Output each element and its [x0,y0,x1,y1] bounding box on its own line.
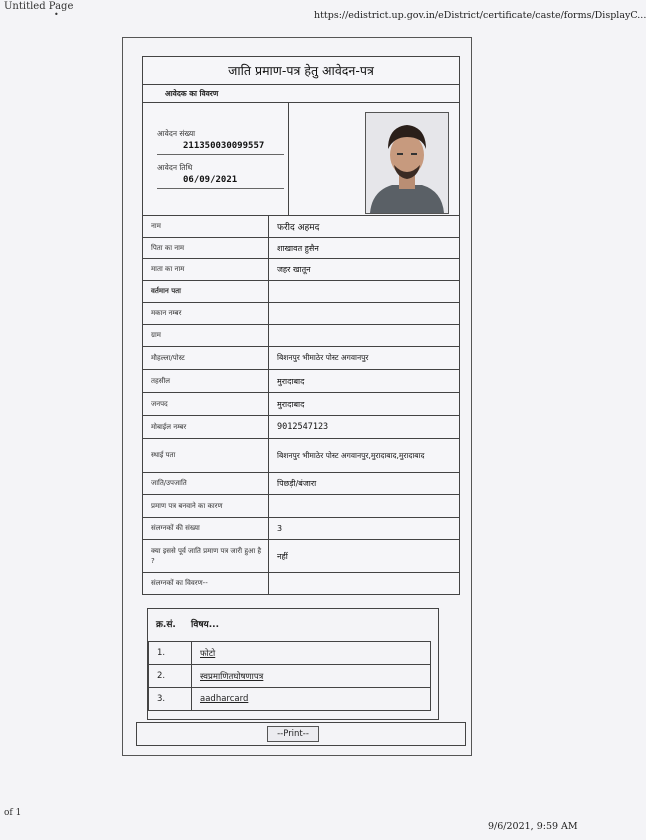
application-date-label: आवेदन तिथि [157,163,193,172]
attachment-number: 3. [149,688,192,710]
divider [157,188,284,189]
attachment-row [148,688,431,711]
field-value: फरीद अहमद [277,223,320,233]
attachment-row [148,641,431,665]
form-title: जाति प्रमाण-पत्र हेतु आवेदन-पत्र [143,57,459,85]
application-number: 211350030099557 [183,141,265,151]
divider [157,154,284,155]
field-row [143,347,459,370]
print-timestamp: 9/6/2021, 9:59 AM [488,821,578,832]
application-summary [143,103,459,216]
field-label: मकान नम्बर [143,303,269,324]
field-value: जहर खातून [277,265,311,274]
browser-page-title: Untitled Page [4,1,74,12]
page-count: of 1 [4,808,22,818]
field-row [143,238,459,259]
field-label: संलग्नकों का विवरण-- [143,573,269,594]
field-value: बिशनपुर भीमाठेर पोस्ट अगवानपुर [277,353,369,362]
field-label: प्रमाण पत्र बनवाने का कारण [143,495,269,517]
application-form [142,56,460,595]
header-mark: • [54,10,59,19]
field-value [269,303,459,324]
applicant-photo [365,112,449,214]
field-value [269,325,459,346]
field-row [143,439,459,473]
field-value: नहीं [277,551,288,561]
application-meta [143,103,289,215]
print-bar [136,722,466,746]
field-value: मुरादाबाद [277,376,305,386]
attachment-link[interactable]: फोटो [200,648,216,659]
field-label: मोबाईल नम्बर [143,416,269,438]
application-date: 06/09/2021 [183,175,238,185]
field-row [143,303,459,325]
field-label: माता का नाम [143,259,269,280]
field-row [143,393,459,416]
section-applicant-details: आवेदक का विवरण [143,85,459,103]
field-value [269,573,459,594]
field-label: ग्राम [143,325,269,346]
attachments-table [147,608,439,720]
field-value: मुरादाबाद [277,399,305,409]
field-row [143,473,459,495]
attachments-list [148,641,431,711]
field-value [269,495,459,517]
field-value: पिछड़ी/बंजारा [277,479,317,488]
application-number-label: आवेदन संख्या [157,129,196,138]
field-row [143,540,459,573]
field-row [143,495,459,518]
field-row [143,573,459,594]
field-label: तहसील [143,370,269,392]
field-value: बिशनपुर भीमाठेर पोस्ट अगवानपुर,मुरादाबाद,मुरादाबाद [277,451,425,460]
attachments-header [156,617,231,630]
field-label: संलग्नकों की संख्या [143,518,269,539]
print-button[interactable]: --Print-- [267,726,319,742]
column-subject: विषय... [190,620,219,630]
field-value [269,281,459,302]
field-value: 9012547123 [277,422,329,432]
field-label: पिता का नाम [143,238,269,258]
field-label: जाति/उपजाति [143,473,269,494]
attachment-number: 1. [149,642,192,664]
photo-cell [289,103,459,215]
field-value: 3 [277,524,283,533]
field-row [143,281,459,303]
field-label: मौहल्ला/पोस्ट [143,347,269,369]
column-number: क्र.सं. [156,620,176,630]
attachment-link[interactable]: स्वप्रमाणितघोषणापत्र [200,671,264,682]
field-row [143,325,459,347]
attachment-link[interactable]: aadharcard [200,694,249,704]
page-url: https://edistrict.up.gov.in/eDistrict/certificate/caste/forms/DisplayC... [314,10,646,21]
attachment-row [148,665,431,688]
field-value: शाखावत हुसैन [277,243,319,253]
field-row [143,370,459,393]
field-label: वर्तमान पता [143,281,269,302]
field-row [143,518,459,540]
field-row [143,416,459,439]
attachment-number: 2. [149,665,192,687]
field-label: जनपद [143,393,269,415]
field-label: क्या इससे पूर्व जाति प्रमाण पत्र जारी हुआ है ? [143,540,269,572]
field-label: स्थाई पता [143,439,269,472]
field-row [143,259,459,281]
field-row [143,216,459,238]
field-label: नाम [143,216,269,237]
